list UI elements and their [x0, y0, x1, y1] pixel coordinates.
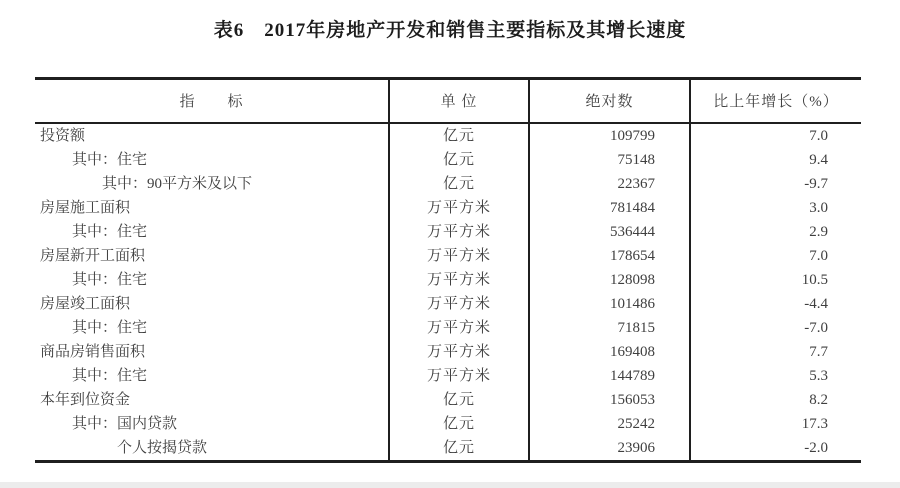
absolute-cell: 156053	[529, 388, 690, 412]
page-bottom-edge	[0, 482, 900, 488]
indicator-cell: 其中：住宅	[72, 271, 148, 288]
absolute-cell: 101486	[529, 292, 690, 316]
unit-cell: 万平方米	[389, 340, 529, 364]
table-row	[35, 196, 861, 220]
table-row	[35, 436, 861, 462]
growth-cell: 7.0	[690, 123, 861, 148]
indicator-cell: 投资额	[40, 127, 86, 144]
growth-cell: 8.2	[690, 388, 861, 412]
unit-cell: 万平方米	[389, 292, 529, 316]
growth-cell: -7.0	[690, 316, 861, 340]
unit-cell: 万平方米	[389, 244, 529, 268]
unit-cell: 亿元	[389, 436, 529, 462]
growth-cell: 5.3	[690, 364, 861, 388]
indicator-cell: 房屋竣工面积	[40, 295, 131, 312]
unit-cell: 亿元	[389, 123, 529, 148]
unit-cell: 万平方米	[389, 196, 529, 220]
absolute-cell: 128098	[529, 268, 690, 292]
growth-cell: 10.5	[690, 268, 861, 292]
table-row	[35, 388, 861, 412]
absolute-cell: 169408	[529, 340, 690, 364]
header-absolute: 绝对数	[529, 79, 690, 123]
indicator-cell: 房屋新开工面积	[40, 247, 146, 264]
indicators-table	[35, 77, 861, 463]
growth-cell: 2.9	[690, 220, 861, 244]
absolute-cell: 25242	[529, 412, 690, 436]
indicator-cell: 其中：住宅	[72, 319, 148, 336]
absolute-cell: 536444	[529, 220, 690, 244]
growth-cell: 7.7	[690, 340, 861, 364]
table-row	[35, 148, 861, 172]
indicator-cell: 其中：住宅	[72, 151, 148, 168]
table-row	[35, 220, 861, 244]
table-row	[35, 316, 861, 340]
unit-cell: 万平方米	[389, 220, 529, 244]
header-indicator: 指 标	[179, 94, 244, 111]
absolute-cell: 144789	[529, 364, 690, 388]
absolute-cell: 22367	[529, 172, 690, 196]
unit-cell: 万平方米	[389, 268, 529, 292]
table-row	[35, 172, 861, 196]
table-body	[35, 123, 861, 462]
absolute-cell: 109799	[529, 123, 690, 148]
header-row	[35, 79, 861, 123]
table-row	[35, 244, 861, 268]
table-row	[35, 340, 861, 364]
table-row	[35, 364, 861, 388]
indicator-cell: 房屋施工面积	[40, 199, 131, 216]
header-unit: 单 位	[389, 79, 529, 123]
indicator-cell: 其中：国内贷款	[72, 415, 178, 432]
table-row	[35, 268, 861, 292]
unit-cell: 万平方米	[389, 316, 529, 340]
absolute-cell: 178654	[529, 244, 690, 268]
growth-cell: 7.0	[690, 244, 861, 268]
growth-cell: -2.0	[690, 436, 861, 462]
indicator-cell: 其中：90平方米及以下	[102, 175, 253, 192]
unit-cell: 亿元	[389, 412, 529, 436]
table-row	[35, 123, 861, 148]
unit-cell: 亿元	[389, 148, 529, 172]
header-growth: 比上年增长（%）	[690, 79, 861, 123]
growth-cell: 9.4	[690, 148, 861, 172]
absolute-cell: 71815	[529, 316, 690, 340]
absolute-cell: 23906	[529, 436, 690, 462]
table-title: 表6 2017年房地产开发和销售主要指标及其增长速度	[213, 20, 687, 41]
indicator-cell: 其中：住宅	[72, 223, 148, 240]
absolute-cell: 75148	[529, 148, 690, 172]
growth-cell: -9.7	[690, 172, 861, 196]
growth-cell: 17.3	[690, 412, 861, 436]
absolute-cell: 781484	[529, 196, 690, 220]
indicator-cell: 本年到位资金	[40, 391, 131, 408]
growth-cell: -4.4	[690, 292, 861, 316]
growth-cell: 3.0	[690, 196, 861, 220]
table-row	[35, 412, 861, 436]
indicator-cell: 其中：住宅	[72, 367, 148, 384]
unit-cell: 万平方米	[389, 364, 529, 388]
unit-cell: 亿元	[389, 388, 529, 412]
unit-cell: 亿元	[389, 172, 529, 196]
indicator-cell: 商品房销售面积	[40, 343, 146, 360]
table-row	[35, 292, 861, 316]
indicator-cell: 个人按揭贷款	[117, 439, 208, 456]
